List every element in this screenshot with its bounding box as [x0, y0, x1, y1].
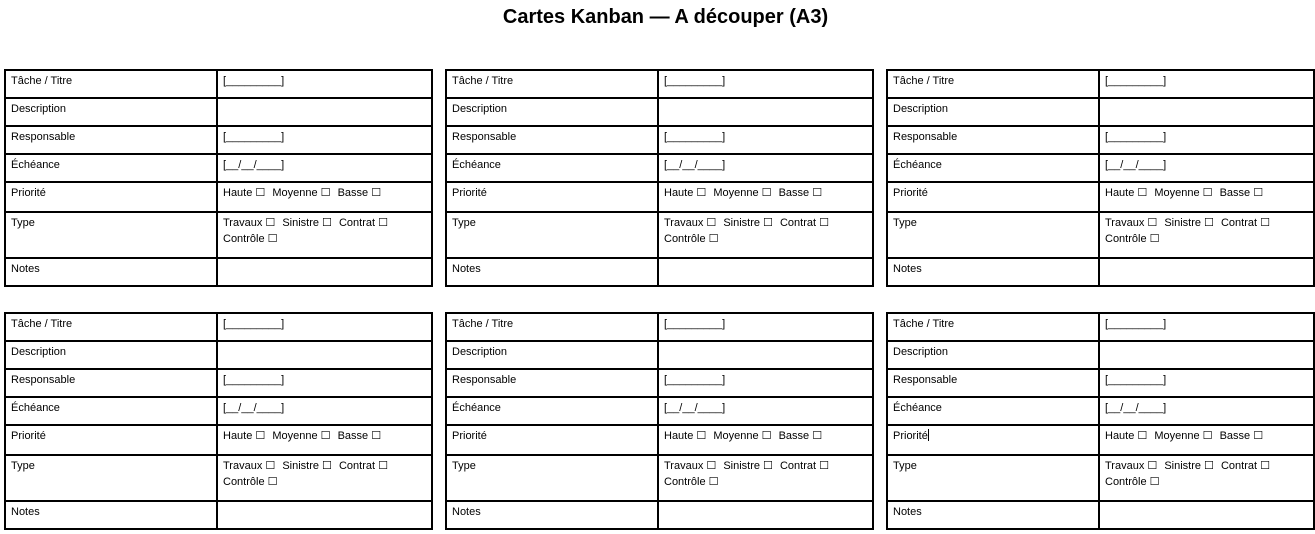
task-label: Tâche / Titre: [887, 70, 1099, 98]
type-option-controle[interactable]: Contrôle ☐: [664, 476, 719, 488]
owner-label: Responsable: [5, 126, 217, 154]
owner-row: [887, 126, 1314, 154]
priority-option-haute[interactable]: Haute ☐: [664, 430, 707, 442]
notes-row: [446, 258, 873, 286]
priority-option-moyenne[interactable]: Moyenne ☐: [272, 187, 331, 199]
notes-row: [446, 501, 873, 529]
description-row: [887, 98, 1314, 126]
type-option-controle[interactable]: Contrôle ☐: [664, 233, 719, 245]
owner-field[interactable]: [_________]: [217, 126, 432, 154]
type-field[interactable]: [1099, 455, 1314, 501]
owner-label: Responsable: [446, 369, 658, 397]
due-date-field[interactable]: [__/__/____]: [217, 397, 432, 425]
type-option-travaux[interactable]: Travaux ☐: [1105, 217, 1158, 229]
task-row: [887, 313, 1314, 341]
type-option-travaux[interactable]: Travaux ☐: [223, 217, 276, 229]
due-date-row: [5, 154, 432, 182]
type-label: Type: [887, 455, 1099, 501]
kanban-card: [886, 312, 1315, 530]
owner-row: [446, 369, 873, 397]
description-row: [446, 341, 873, 369]
description-label: Description: [446, 341, 658, 369]
type-options-line: [664, 474, 866, 490]
task-label: Tâche / Titre: [5, 70, 217, 98]
type-option-travaux[interactable]: Travaux ☐: [664, 460, 717, 472]
type-options-line: [1105, 231, 1307, 247]
priority-option-basse[interactable]: Basse ☐: [778, 187, 823, 199]
owner-label: Responsable: [5, 369, 217, 397]
kanban-card: [445, 69, 874, 287]
type-option-travaux[interactable]: Travaux ☐: [1105, 460, 1158, 472]
task-row: [5, 313, 432, 341]
task-field[interactable]: [_________]: [217, 313, 432, 341]
type-option-controle[interactable]: Contrôle ☐: [1105, 476, 1160, 488]
priority-label: [887, 182, 1099, 212]
task-field[interactable]: [_________]: [1099, 313, 1314, 341]
type-options-line: [1105, 458, 1307, 474]
owner-label: Responsable: [887, 126, 1099, 154]
priority-option-basse[interactable]: Basse ☐: [337, 187, 382, 199]
notes-label: Notes: [887, 258, 1099, 286]
type-options-line: [223, 215, 425, 231]
priority-option-haute[interactable]: Haute ☐: [223, 430, 266, 442]
due-date-label: Échéance: [5, 154, 217, 182]
description-field[interactable]: [1099, 341, 1314, 369]
notes-row: [887, 501, 1314, 529]
task-label: Tâche / Titre: [446, 70, 658, 98]
type-option-sinistre[interactable]: Sinistre ☐: [723, 217, 773, 229]
type-options-line: [664, 215, 866, 231]
priority-row: [887, 425, 1314, 455]
type-row: [887, 212, 1314, 258]
priority-label-text: Priorité: [11, 187, 46, 199]
notes-row: [5, 501, 432, 529]
type-option-sinistre[interactable]: Sinistre ☐: [723, 460, 773, 472]
type-row: [5, 212, 432, 258]
description-label: Description: [5, 98, 217, 126]
priority-field[interactable]: [217, 425, 432, 455]
type-option-sinistre[interactable]: Sinistre ☐: [1164, 460, 1214, 472]
owner-field[interactable]: [_________]: [658, 369, 873, 397]
owner-row: [446, 126, 873, 154]
type-row: [446, 212, 873, 258]
notes-field[interactable]: [1099, 258, 1314, 286]
type-label: Type: [5, 212, 217, 258]
priority-field[interactable]: [1099, 425, 1314, 455]
task-field[interactable]: [_________]: [658, 313, 873, 341]
priority-option-moyenne[interactable]: Moyenne ☐: [1154, 187, 1213, 199]
description-row: [5, 341, 432, 369]
type-label: Type: [446, 212, 658, 258]
type-option-controle[interactable]: Contrôle ☐: [223, 476, 278, 488]
priority-label-text: Priorité: [452, 430, 487, 442]
type-label: Type: [446, 455, 658, 501]
priority-label: [446, 425, 658, 455]
type-row: [5, 455, 432, 501]
owner-field[interactable]: [_________]: [1099, 126, 1314, 154]
priority-label: [446, 182, 658, 212]
task-label: Tâche / Titre: [887, 313, 1099, 341]
priority-option-moyenne[interactable]: Moyenne ☐: [713, 430, 772, 442]
type-options-line: [664, 231, 866, 247]
type-option-contrat[interactable]: Contrat ☐: [338, 460, 388, 472]
priority-row: [5, 425, 432, 455]
priority-field[interactable]: [217, 182, 432, 212]
owner-label: Responsable: [446, 126, 658, 154]
task-field[interactable]: [_________]: [658, 70, 873, 98]
kanban-card: [886, 69, 1315, 287]
description-field[interactable]: [1099, 98, 1314, 126]
notes-row: [887, 258, 1314, 286]
type-option-controle[interactable]: Contrôle ☐: [1105, 233, 1160, 245]
task-row: [887, 70, 1314, 98]
owner-row: [5, 369, 432, 397]
priority-label-text: Priorité: [452, 187, 487, 199]
kanban-card: [4, 312, 433, 530]
type-field[interactable]: [658, 212, 873, 258]
type-field[interactable]: [217, 212, 432, 258]
due-date-label: Échéance: [5, 397, 217, 425]
due-date-label: Échéance: [446, 397, 658, 425]
priority-label: [5, 182, 217, 212]
due-date-row: [5, 397, 432, 425]
due-date-row: [446, 397, 873, 425]
priority-row: [5, 182, 432, 212]
type-option-contrat[interactable]: Contrat ☐: [338, 217, 388, 229]
page-title: Cartes Kanban — A découper (A3): [502, 6, 829, 28]
owner-field[interactable]: [_________]: [217, 369, 432, 397]
due-date-row: [887, 397, 1314, 425]
priority-field[interactable]: [1099, 182, 1314, 212]
priority-option-haute[interactable]: Haute ☐: [223, 187, 266, 199]
description-label: Description: [446, 98, 658, 126]
owner-label: Responsable: [887, 369, 1099, 397]
type-label: Type: [5, 455, 217, 501]
type-row: [446, 455, 873, 501]
description-label: Description: [887, 341, 1099, 369]
description-field[interactable]: [658, 341, 873, 369]
priority-option-basse[interactable]: Basse ☐: [778, 430, 823, 442]
type-options-line: [223, 474, 425, 490]
notes-row: [5, 258, 432, 286]
type-option-contrat[interactable]: Contrat ☐: [1220, 460, 1270, 472]
text-cursor: [928, 429, 929, 441]
description-field[interactable]: [217, 98, 432, 126]
notes-field[interactable]: [217, 501, 432, 529]
type-label: Type: [887, 212, 1099, 258]
description-row: [446, 98, 873, 126]
priority-option-basse[interactable]: Basse ☐: [1219, 430, 1264, 442]
kanban-card: [4, 69, 433, 287]
priority-label: [887, 425, 1099, 455]
type-options-line: [223, 231, 425, 247]
type-option-contrat[interactable]: Contrat ☐: [1220, 217, 1270, 229]
owner-row: [887, 369, 1314, 397]
type-option-controle[interactable]: Contrôle ☐: [223, 233, 278, 245]
description-label: Description: [887, 98, 1099, 126]
type-options-line: [664, 458, 866, 474]
type-option-sinistre[interactable]: Sinistre ☐: [1164, 217, 1214, 229]
type-field[interactable]: [217, 455, 432, 501]
priority-option-haute[interactable]: Haute ☐: [664, 187, 707, 199]
type-option-travaux[interactable]: Travaux ☐: [664, 217, 717, 229]
owner-row: [5, 126, 432, 154]
description-label: Description: [5, 341, 217, 369]
due-date-field[interactable]: [__/__/____]: [1099, 397, 1314, 425]
type-option-contrat[interactable]: Contrat ☐: [779, 460, 829, 472]
due-date-label: Échéance: [887, 397, 1099, 425]
priority-row: [887, 182, 1314, 212]
type-option-travaux[interactable]: Travaux ☐: [223, 460, 276, 472]
type-option-contrat[interactable]: Contrat ☐: [779, 217, 829, 229]
type-options-line: [1105, 474, 1307, 490]
priority-option-moyenne[interactable]: Moyenne ☐: [1154, 430, 1213, 442]
type-option-sinistre[interactable]: Sinistre ☐: [282, 217, 332, 229]
due-date-row: [446, 154, 873, 182]
priority-field[interactable]: [658, 425, 873, 455]
due-date-field[interactable]: [__/__/____]: [658, 154, 873, 182]
priority-option-basse[interactable]: Basse ☐: [1219, 187, 1264, 199]
owner-field[interactable]: [_________]: [1099, 369, 1314, 397]
priority-label-text: Priorité: [11, 430, 46, 442]
priority-option-haute[interactable]: Haute ☐: [1105, 187, 1148, 199]
priority-row: [446, 425, 873, 455]
priority-option-basse[interactable]: Basse ☐: [337, 430, 382, 442]
kanban-card: [445, 312, 874, 530]
priority-field[interactable]: [658, 182, 873, 212]
task-row: [5, 70, 432, 98]
due-date-field[interactable]: [__/__/____]: [217, 154, 432, 182]
notes-field[interactable]: [658, 258, 873, 286]
priority-label-text: Priorité: [893, 430, 928, 442]
notes-field[interactable]: [658, 501, 873, 529]
description-field[interactable]: [658, 98, 873, 126]
task-field[interactable]: [_________]: [217, 70, 432, 98]
notes-label: Notes: [5, 258, 217, 286]
due-date-field[interactable]: [__/__/____]: [658, 397, 873, 425]
notes-field[interactable]: [217, 258, 432, 286]
priority-row: [446, 182, 873, 212]
notes-label: Notes: [5, 501, 217, 529]
due-date-field[interactable]: [__/__/____]: [1099, 154, 1314, 182]
type-field[interactable]: [1099, 212, 1314, 258]
description-row: [5, 98, 432, 126]
notes-label: Notes: [446, 258, 658, 286]
notes-field[interactable]: [1099, 501, 1314, 529]
description-row: [887, 341, 1314, 369]
due-date-label: Échéance: [446, 154, 658, 182]
priority-option-moyenne[interactable]: Moyenne ☐: [713, 187, 772, 199]
notes-label: Notes: [446, 501, 658, 529]
type-options-line: [223, 458, 425, 474]
type-row: [887, 455, 1314, 501]
task-row: [446, 70, 873, 98]
due-date-label: Échéance: [887, 154, 1099, 182]
priority-option-haute[interactable]: Haute ☐: [1105, 430, 1148, 442]
task-label: Tâche / Titre: [5, 313, 217, 341]
priority-label-text: Priorité: [893, 187, 928, 199]
type-options-line: [1105, 215, 1307, 231]
task-label: Tâche / Titre: [446, 313, 658, 341]
priority-option-moyenne[interactable]: Moyenne ☐: [272, 430, 331, 442]
owner-field[interactable]: [_________]: [658, 126, 873, 154]
task-field[interactable]: [_________]: [1099, 70, 1314, 98]
type-field[interactable]: [658, 455, 873, 501]
type-option-sinistre[interactable]: Sinistre ☐: [282, 460, 332, 472]
due-date-row: [887, 154, 1314, 182]
task-row: [446, 313, 873, 341]
description-field[interactable]: [217, 341, 432, 369]
priority-label: [5, 425, 217, 455]
notes-label: Notes: [887, 501, 1099, 529]
